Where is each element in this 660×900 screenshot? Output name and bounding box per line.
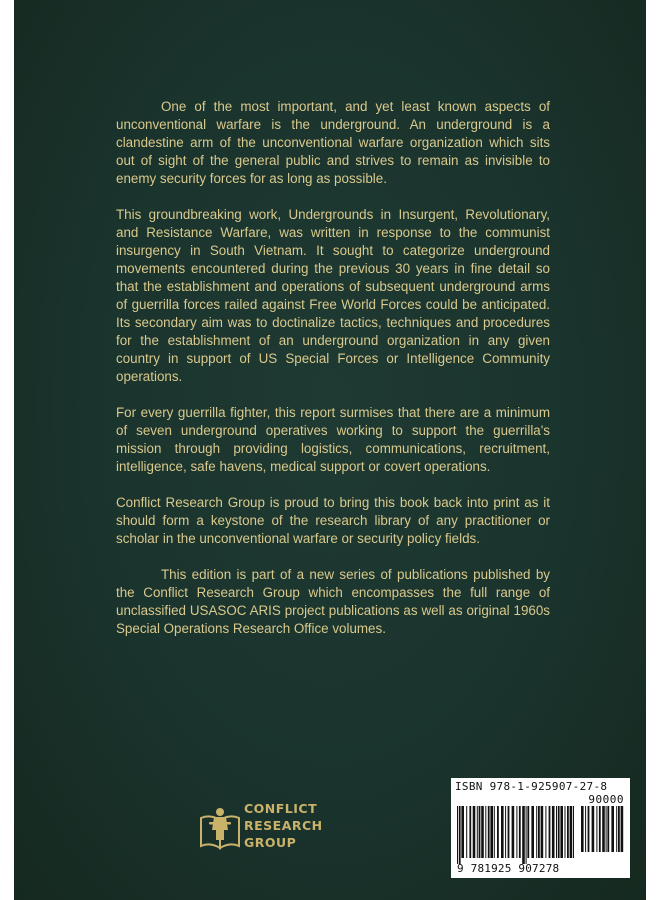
barcode-bar (602, 806, 605, 852)
barcode-bar (545, 806, 546, 858)
barcode-bar (508, 806, 510, 858)
barcode-bar (585, 806, 586, 852)
blurb-paragraph-4: Conflict Research Group is proud to bring this book back into print as it should form a keystone of the research library of any practitioner or scholar in the unconventional warfare or security policy fields. (116, 495, 550, 546)
barcode-bar (581, 806, 584, 852)
barcode-bar (556, 806, 557, 858)
barcode-bar (469, 806, 471, 858)
logo-line-1: CONFLICT (244, 801, 318, 816)
barcode-bar (621, 806, 624, 852)
publisher-logo (198, 800, 348, 856)
addon-barcode-bars (581, 806, 626, 858)
barcode-bar (606, 806, 607, 852)
barcode-bar (565, 806, 566, 858)
barcode-bar (567, 806, 569, 858)
barcode-bar (512, 806, 515, 858)
barcode-bar (596, 806, 597, 852)
barcode-bar (497, 806, 499, 858)
blurb-paragraph-5: This edition is part of a new series of publications published by the Conflict Research Group which encompasses the full range of unclassified USASOC ARIS project publications as well as original 1960s Special Operations Research Office volumes. (116, 567, 550, 636)
isbn-barcode (451, 778, 630, 878)
barcode-bar (490, 806, 493, 858)
barcode-bar (558, 806, 560, 858)
barcode-bar (592, 806, 595, 852)
barcode-bar (488, 806, 490, 858)
blurb-paragraph-3: For every guerrilla fighter, this report surmises that there are a minimum of seven underground operatives working to support the guerrilla's mission through providing logistics, communications, recruitment, intelligence, safe havens, medical support or covert operations. (116, 405, 550, 474)
blurb-paragraph-1: One of the most important, and yet least known aspects of unconventional warfare is the underground. An underground is a clandestine arm of the unconventional warfare organization which sits out of sight of the general public and strives to remain as invisible to enemy security forces for as long as possible. (116, 99, 550, 186)
barcode-bar (457, 806, 458, 864)
barcode-bar (485, 806, 486, 858)
barcode-bar (466, 806, 467, 858)
barcode-bar (519, 806, 521, 858)
barcode-bar (611, 806, 614, 852)
barcode-bar (461, 806, 464, 858)
isbn-label: ISBN 978-1-925907-27-8 (455, 780, 608, 793)
blurb-paragraph-2: This groundbreaking work, Undergrounds in Insurgent, Revolutionary, and Resistance Warfare, was written in response to the communist insurgency in South Vietnam. It sought to categorize underground movements encountered during the previous 30 years in fine detail so that the establishment and operations of subsequent underground arms of guerrilla forces railed against Free World Forces could be anticipated. Its secondary aim was to doctinalize tactics, techniques and procedures for the establishment of an underground organization in any given country in support of US Special Forces or Intelligence Community operations. (116, 207, 550, 384)
barcode-bar (531, 806, 534, 858)
barcode-bar (538, 806, 540, 858)
barcode-bar (552, 806, 555, 858)
barcode-bar (607, 806, 609, 852)
ean-barcode-bars (457, 806, 577, 864)
barcode-bar (570, 806, 573, 858)
barcode-bar (599, 806, 601, 852)
logo-line-3: GROUP (244, 835, 297, 850)
logo-wordmark (244, 800, 323, 851)
barcode-bar (616, 806, 617, 852)
logo-line-2: RESEARCH (244, 818, 323, 833)
barcode-bar (560, 806, 563, 858)
price-code: 90000 (588, 793, 624, 806)
barcode-bar (516, 806, 517, 858)
blurb-text (116, 98, 550, 656)
barcode-bar (549, 806, 551, 858)
barcode-bar (505, 806, 506, 858)
barcode-bar (536, 806, 537, 858)
barcode-bar (618, 806, 620, 852)
barcode-bar (481, 806, 484, 858)
barcode-bar (494, 806, 495, 858)
barcode-bar (473, 806, 476, 858)
barcode-bar (541, 806, 544, 858)
barcode-bar (526, 806, 527, 864)
barcode-bar (573, 806, 574, 858)
barcode-bar (479, 806, 481, 858)
book-soldier-emblem-icon (198, 804, 244, 852)
barcode-bar (588, 806, 590, 852)
barcode-bar (522, 806, 525, 864)
barcode-bar (527, 806, 529, 858)
barcode-bar (501, 806, 504, 858)
ean-digits: 9 781925 907278 (457, 862, 560, 875)
barcode-bar (477, 806, 478, 858)
barcode-bar (459, 806, 461, 864)
back-cover (14, 0, 646, 900)
